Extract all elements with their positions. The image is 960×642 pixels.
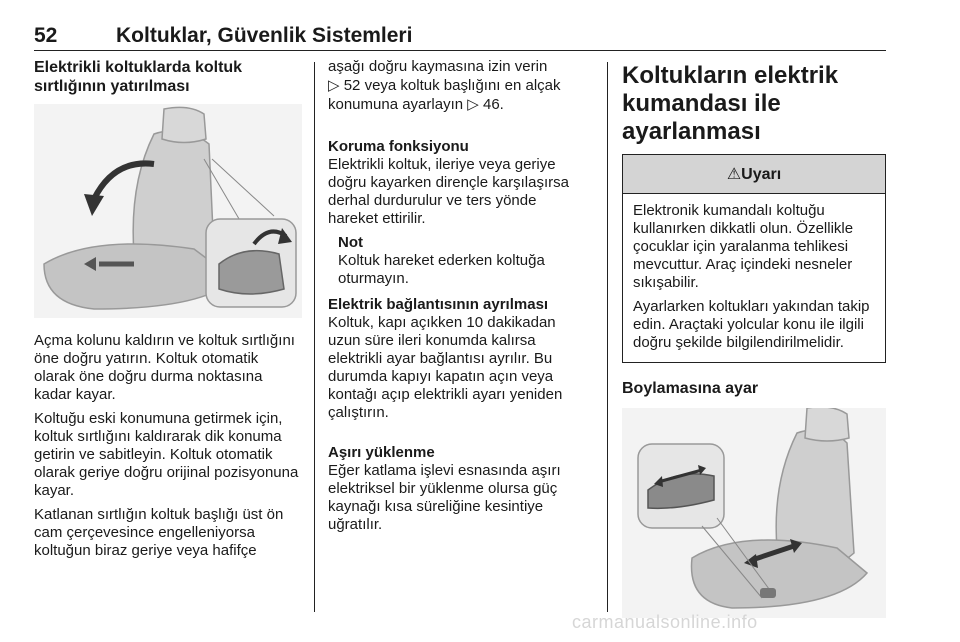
- column-divider-2: [607, 62, 608, 612]
- column-2: [328, 58, 590, 540]
- elektrik-text: Koltuk, kapı açıkken 10 dakikadan uzun süre ileri konumda kalırsa elektrikli ayar bağlantısı ayrılır. Bu durumda kapıyı kapatın açın veya kontağı açıp elektrikli ayarı yeniden çalıştırın.: [328, 314, 563, 421]
- asiri-text: Eğer katlama işlevi esnasında aşırı elektriksel bir yüklenme olursa güç kaynağı kısa süreliğine kesintiye uğratılır.: [328, 462, 561, 533]
- warning-header: [623, 155, 885, 194]
- warning-title: Uyarı: [741, 166, 782, 183]
- warning-p1: Elektronik kumandalı koltuğu kullanırken dikkatli olun. Özellikle çocuklar için yaralanma tehlikesi mevcuttur. Araç içindeki nesneler sıkışabilir.: [633, 202, 854, 291]
- cont-b: 52 veya koltuk başlığını en alçak konumuna ayarlayın: [328, 77, 561, 113]
- asiri-heading: Aşırı yüklenme: [328, 444, 435, 461]
- section-heading-electric: Koltukların elektrik kumandası ile ayarlanması: [622, 62, 839, 145]
- note-title: Not: [338, 234, 363, 251]
- koruma-text: Elektrikli koltuk, ileriye veya geriye doğru kayarken dirençle karşılaşırsa derhal durdurulur ve ters yönde hareket ettirilir.: [328, 156, 569, 227]
- koruma-heading: Koruma fonksiyonu: [328, 138, 469, 155]
- paragraph-3: Katlanan sırtlığın koltuk başlığı üst ön cam çerçevesince engelleniyorsa koltuğun biraz geriye veya hafifçe: [34, 506, 284, 559]
- page-header: [34, 22, 886, 51]
- seat-fold-illustration: [34, 104, 302, 318]
- warning-triangle-icon: ⚠: [726, 164, 742, 183]
- ref-arrow-icon: ▷: [328, 76, 340, 94]
- note-block: [338, 234, 590, 288]
- paragraph-2: Koltuğu eski konumuna getirmek için, koltuk sırtlığını kaldırarak dik konuma getirin ve sabitleyin. Koltuk otomatik olarak geriye doğru orijinal pozisyonuna kayar.: [34, 410, 299, 499]
- warning-p2: Ayarlarken koltukları yakından takip edin. Araçtaki yolcular konu ile ilgili doğru şekilde bilgilendirilmelidir.: [633, 298, 870, 351]
- column-3: [622, 58, 886, 618]
- continuation-text: [328, 58, 590, 114]
- page-number: 52: [34, 24, 58, 47]
- cont-a: aşağı doğru kaymasına izin verin: [328, 58, 548, 75]
- page-title: Koltuklar, Güvenlik Sistemleri: [116, 24, 413, 47]
- warning-body: [623, 194, 885, 362]
- boylama-heading: Boylamasına ayar: [622, 380, 759, 397]
- elektrik-heading: Elektrik bağlantısının ayrılması: [328, 296, 549, 313]
- paragraph-1: Açma kolunu kaldırın ve koltuk sırtlığını öne doğru yatırın. Koltuk otomatik olarak öne doğru durma noktasına kadar kayar.: [34, 332, 295, 403]
- warning-box: [622, 154, 886, 363]
- section-heading-seat-fold: Elektrikli koltuklarda koltuk sırtlığının yatırılması: [34, 59, 243, 95]
- cont-c: 46.: [482, 96, 504, 113]
- watermark: carmanualsonline.info: [572, 612, 758, 632]
- ref-arrow-icon: ▷: [467, 95, 479, 113]
- note-text: Koltuk hareket ederken koltuğa oturmayın.: [338, 252, 545, 287]
- column-divider-1: [314, 62, 315, 612]
- seat-slide-illustration: [622, 408, 886, 618]
- column-1: [34, 58, 302, 566]
